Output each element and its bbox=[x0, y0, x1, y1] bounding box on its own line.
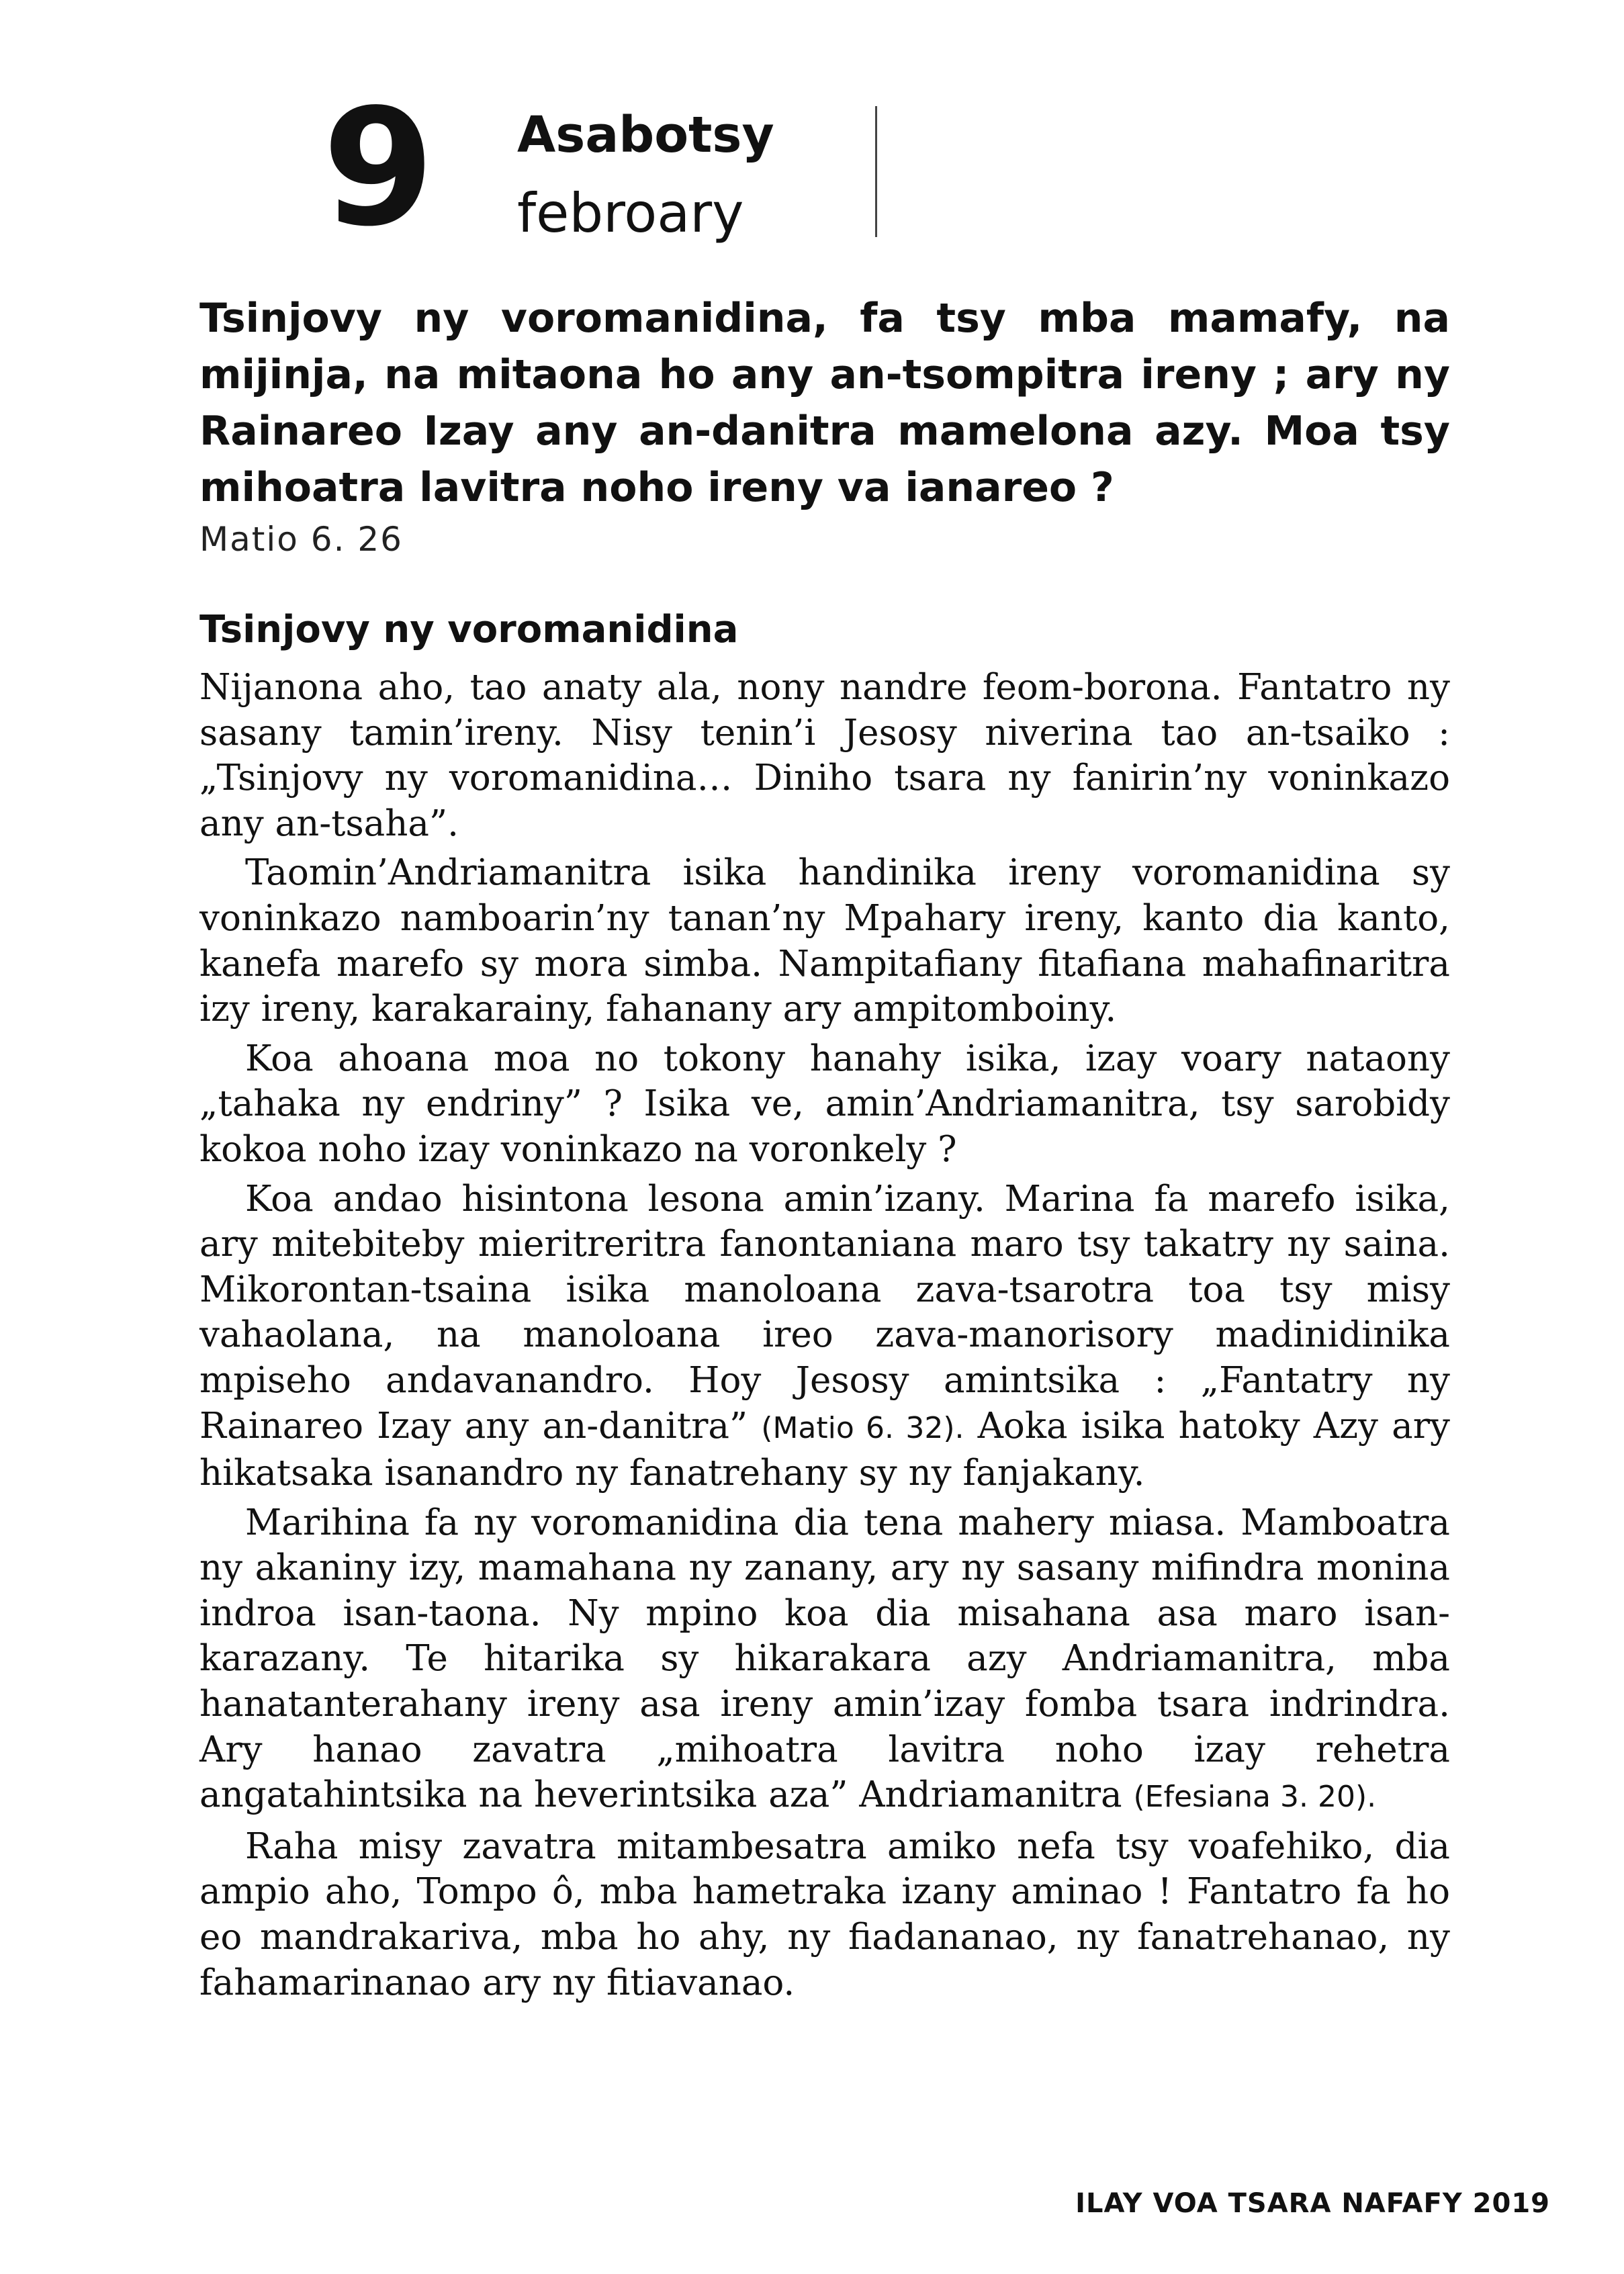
paragraph-text: Koa andao hisintona lesona amin’izany. Marina fa marefo isika, ary mitebiteby mieritreritra fanontaniana maro tsy takatry ny saina. Mikorontan-tsaina isika manoloana zava-tsarotra toa tsy misy vahaolana, na manoloana ireo zava-manorisory madinidinika mpiseho andavanandro. Hoy Jesosy amintsika : „Fantatry ny Rainareo Izay any an-danitra” bbox=[199, 1178, 1450, 1447]
weekday-label: Asabotsy bbox=[517, 106, 774, 164]
article-body bbox=[199, 665, 1450, 2009]
paragraph-text: Aoka isika hatoky Azy ary hikatsaka isanandro ny fanatrehany sy ny fanjakany. bbox=[199, 1405, 1450, 1494]
daily-verse: Tsinjovy ny voromanidina, fa tsy mba mamafy, na mijinja, na mitaona ho any an-tsompitra ireny ; ary ny Rainareo Izay any an-danitra mamelona azy. Moa tsy mihoatra lavitra noho ireny va ianareo ? bbox=[199, 295, 1450, 511]
article-paragraph bbox=[199, 1177, 1450, 1496]
month-label: febroary bbox=[517, 182, 744, 244]
article-paragraph: Koa ahoana moa no tokony hanahy isika, izay voary nataony „tahaka ny endriny” ? Isika ve, amin’Andriamanitra, tsy sarobidy kokoa noho izay voninkazo na voronkely ? bbox=[199, 1038, 1450, 1170]
footer-publication: ILAY VOA TSARA NAFAFY 2019 bbox=[1075, 2188, 1550, 2219]
article-title: Tsinjovy ny voromanidina bbox=[199, 608, 739, 651]
article-paragraph: Taomin’Andriamanitra isika handinika ireny voromanidina sy voninkazo namboarin’ny tanan’ny Mpahary ireny, kanto dia kanto, kanefa marefo sy mora simba. Nampitafiany fitafiana mahafinaritra izy ireny, karakarainy, fahanany ary ampitomboiny. bbox=[199, 852, 1450, 1030]
verse-reference: Matio 6. 26 bbox=[199, 520, 403, 559]
paragraph-text: Marihina fa ny voromanidina dia tena mahery miasa. Mamboatra ny akaniny izy, mamahana ny zanany, ary ny sasany mifindra monina indroa isan-taona. Ny mpino koa dia misahana asa maro isan-karazany. Te hitarika sy hikarakara azy Andriamanitra, mba hanatanterahany ireny asa ireny amin’izay fomba tsara indrindra. Ary hanao zavatra „mihoatra lavitra noho izay rehetra angatahintsika na heverintsika aza” Andriamanitra bbox=[199, 1502, 1450, 1816]
article-paragraph bbox=[199, 1500, 1450, 1820]
header-divider bbox=[875, 106, 877, 237]
day-number: 9 bbox=[322, 74, 431, 262]
article-paragraph: Raha misy zavatra mitambesatra amiko nefa tsy voafehiko, dia ampio aho, Tompo ô, mba hametraka izany aminao ! Fantatro fa ho eo mandrakariva, mba ho ahy, ny fiadananao, ny fanatrehanao, ny fahamarinanao ary ny fitiavanao. bbox=[199, 1825, 1450, 2003]
scripture-reference: (Efesiana 3. 20). bbox=[1133, 1780, 1377, 1815]
article-paragraph: Nijanona aho, tao anaty ala, nony nandre feom-borona. Fantatro ny sasany tamin’ireny. Nisy tenin’i Jesosy niverina tao an-tsaiko : „Tsinjovy ny voromanidina… Diniho tsara ny fanirin’ny voninkazo any an-tsaha”. bbox=[199, 667, 1450, 844]
scripture-reference: (Matio 6. 32). bbox=[761, 1410, 964, 1445]
